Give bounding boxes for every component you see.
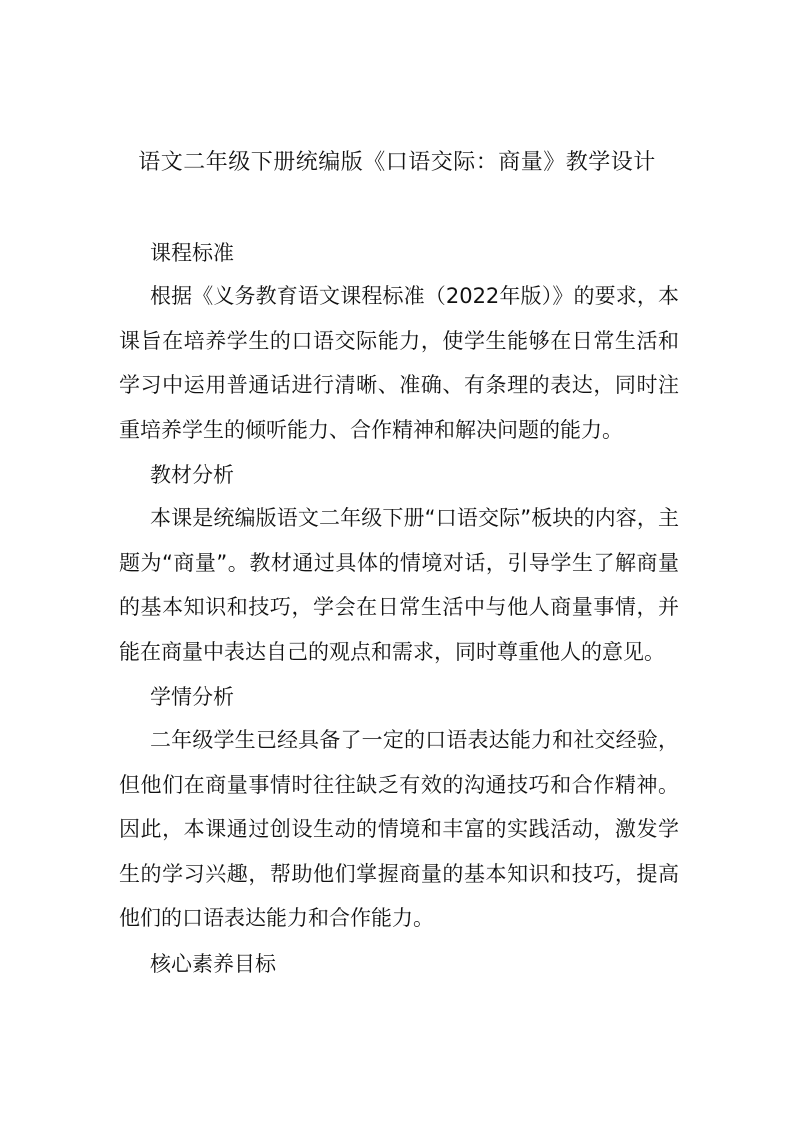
section-body-textbook-analysis: 本课是统编版语文二年级下册“口语交际”板块的内容，主题为“商量”。教材通过具体的情境对话，引导学生了解商量的基本知识和技巧，学会在日常生活中与他人商量事情，并能在商量中表达自己的观点和需求，同时尊重他人的意见。 <box>119 506 679 664</box>
section-heading-student-analysis: 学情分析 <box>150 685 234 709</box>
document-title: 语文二年级下册统编版《口语交际：商量》教学设计 <box>138 150 656 175</box>
section-heading-core-competency-goals: 核心素养目标 <box>150 952 276 976</box>
section-heading-curriculum-standard: 课程标准 <box>150 241 234 265</box>
section-body-student-analysis: 二年级学生已经具备了一定的口语表达能力和社交经验，但他们在商量事情时往往缺乏有效的沟通技巧和合作精神。因此，本课通过创设生动的情境和丰富的实践活动，激发学生的学习兴趣，帮助他们掌握商量的基本知识和技巧，提高他们的口语表达能力和合作能力。 <box>119 728 679 930</box>
section-heading-textbook-analysis: 教材分析 <box>150 463 234 487</box>
section-body-curriculum-standard: 根据《义务教育语文课程标准（2022年版）》的要求，本课旨在培养学生的口语交际能力，使学生能够在日常生活和学习中运用普通话进行清晰、准确、有条理的表达，同时注重培养学生的倾听能力、合作精神和解决问题的能力。 <box>119 284 679 442</box>
